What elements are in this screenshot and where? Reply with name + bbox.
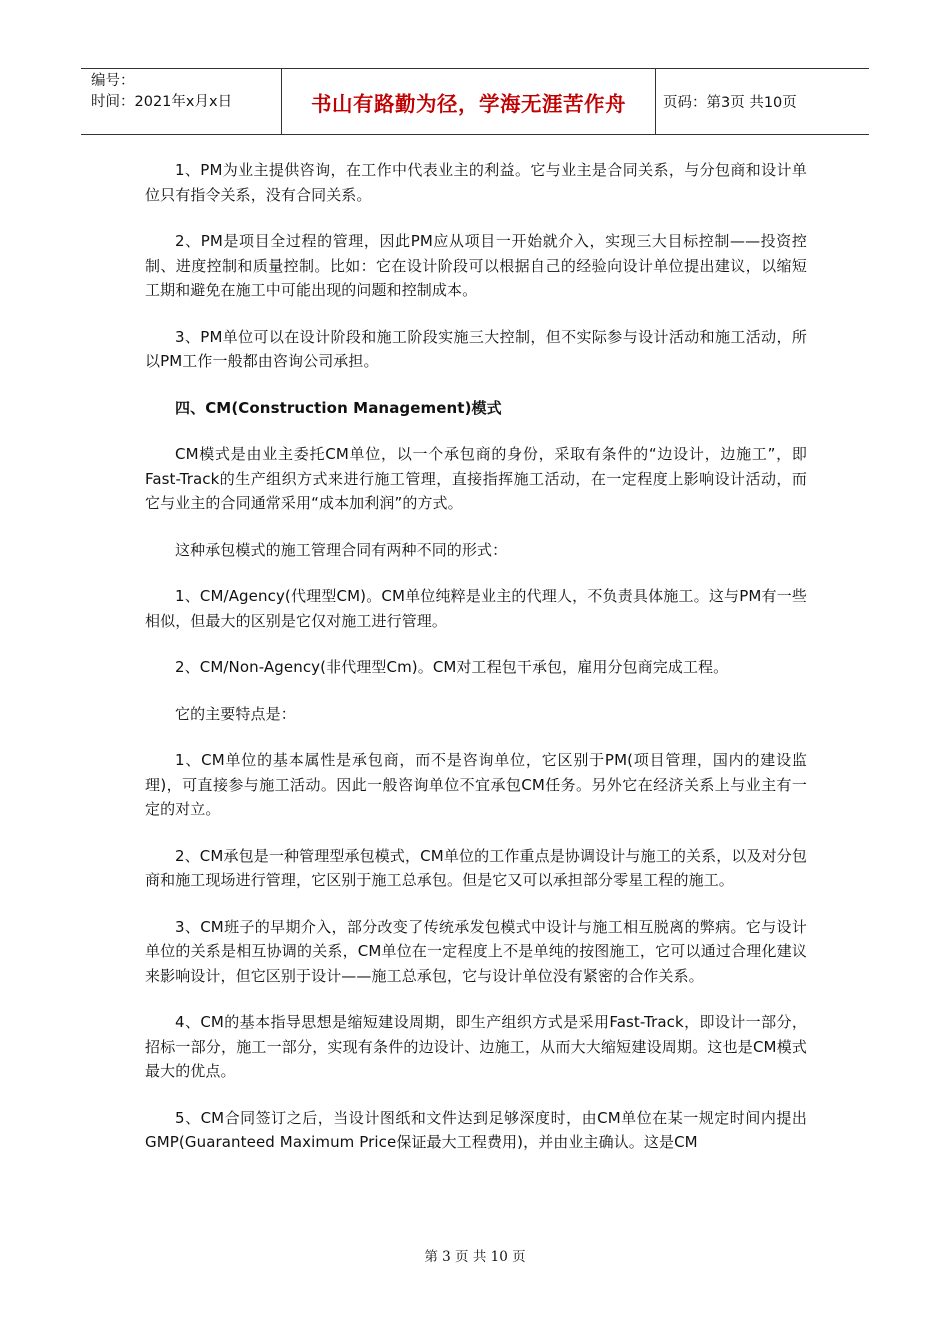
section-heading: 四、CM(Construction Management)模式	[175, 398, 502, 417]
header-motto: 书山有路勤为径，学海无涯苦作舟	[281, 69, 656, 134]
paragraph: 5、CM合同签订之后，当设计图纸和文件达到足够深度时，由CM单位在某一规定时间内提出GMP(Guaranteed Maximum Price保证最大工程费用)，并由业主确认。这是CM	[145, 1108, 807, 1151]
paragraph: 4、CM的基本指导思想是缩短建设周期，即生产组织方式是采用Fast-Track，即设计一部分，招标一部分，施工一部分，实现有条件的边设计、边施工，从而大大缩短建设周期。这也是CM模式最大的优点。	[145, 1013, 807, 1080]
paragraph: 1、CM单位的基本属性是承包商，而不是咨询单位，它区别于PM(项目管理，国内的建设监理)，可直接参与施工活动。因此一般咨询单位不宜承包CM任务。另外它在经济关系上与业主有一定的对立。	[145, 751, 807, 818]
paragraph: 1、CM/Agency(代理型CM)。CM单位纯粹是业主的代理人，不负责具体施工。这与PM有一些相似，但最大的区别是它仅对施工进行管理。	[145, 587, 807, 630]
paragraph: CM模式是由业主委托CM单位，以一个承包商的身份，采取有条件的“边设计，边施工”，即Fast-Track的生产组织方式来进行施工管理，直接指挥施工活动，在一定程度上影响设计活动，而它与业主的合同通常采用“成本加利润”的方式。	[145, 445, 807, 512]
paragraph: 3、CM班子的早期介入，部分改变了传统承发包模式中设计与施工相互脱离的弊病。它与设计单位的关系是相互协调的关系，CM单位在一定程度上不是单纯的按图施工，它可以通过合理化建议来影响设计，但它区别于设计——施工总承包，它与设计单位没有紧密的合作关系。	[145, 917, 807, 985]
header-page-info: 页码：第3页 共10页	[663, 95, 797, 111]
date-line: 时间：2021年x月x日	[91, 94, 233, 110]
paragraph: 3、PM单位可以在设计阶段和施工阶段实施三大控制，但不实际参与设计活动和施工活动，所以PM工作一般都由咨询公司承担。	[145, 327, 807, 370]
paragraph: 2、PM是项目全过程的管理，因此PM应从项目一开始就介入，实现三大目标控制——投资控制、进度控制和质量控制。比如：它在设计阶段可以根据自己的经验向设计单位提出建议，以缩短工期和避免在施工中可能出现的问题和控制成本。	[145, 232, 807, 299]
paragraph: 2、CM/Non-Agency(非代理型Cm)。CM对工程包干承包，雇用分包商完成工程。	[175, 658, 729, 676]
header-meta	[81, 69, 281, 134]
paragraph: 这种承包模式的施工管理合同有两种不同的形式：	[175, 540, 508, 559]
paragraph: 它的主要特点是：	[175, 704, 296, 723]
document-body	[145, 158, 807, 1177]
paragraph: 1、PM为业主提供咨询，在工作中代表业主的利益。它与业主是合同关系，与分包商和设计单位只有指令关系，没有合同关系。	[145, 161, 807, 204]
paragraph: 2、CM承包是一种管理型承包模式，CM单位的工作重点是协调设计与施工的关系，以及对分包商和施工现场进行管理，它区别于施工总承包。但是它又可以承担部分零星工程的施工。	[145, 846, 807, 889]
page-footer: 第 3 页 共 10 页	[424, 1249, 526, 1265]
page-header	[81, 68, 869, 135]
serial-number-label: 编号：	[91, 73, 135, 89]
